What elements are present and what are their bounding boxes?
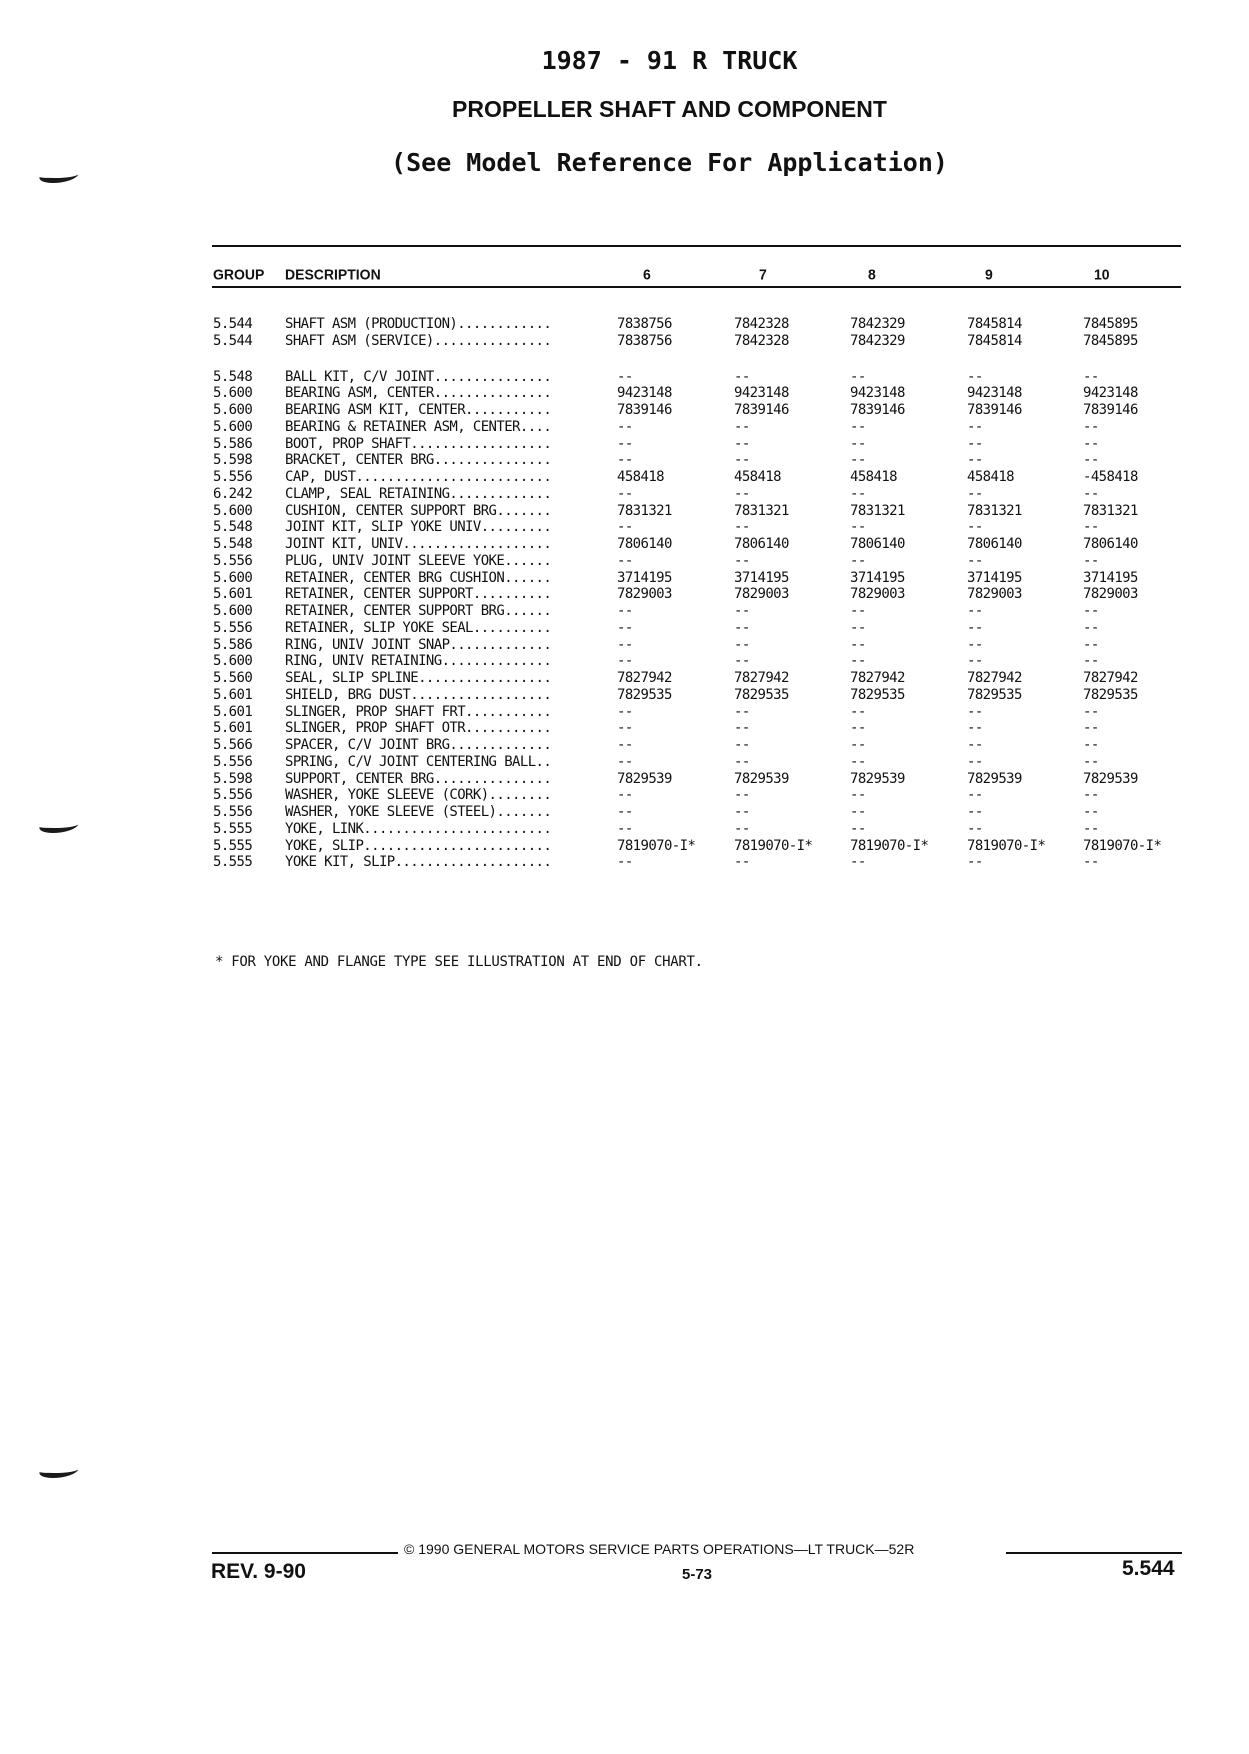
cell-c7: 3714195 (734, 569, 789, 586)
cell-group: 6.242 (213, 485, 253, 502)
header-col-6: 6 (643, 265, 651, 283)
cell-c8: -- (850, 737, 866, 753)
cell-group: 5.600 (213, 418, 253, 435)
cell-c8: -- (850, 435, 866, 452)
table-row (213, 402, 1183, 419)
table-row (213, 486, 1183, 503)
table-row (213, 469, 1183, 486)
table-row (213, 419, 1183, 436)
cell-c6: -- (617, 485, 633, 502)
table-row (213, 603, 1183, 620)
table-row (213, 804, 1183, 821)
cell-group: 5.600 (213, 502, 253, 519)
cell-c7: -- (734, 435, 750, 452)
cell-c6: 7819070-I* (617, 837, 696, 854)
cell-c7: -- (734, 737, 750, 753)
cell-c6: -- (617, 368, 633, 385)
table-row (213, 637, 1183, 654)
cell-c9: 7829535 (967, 686, 1022, 703)
cell-c10: -- (1083, 435, 1099, 452)
binder-hole-mark-middle (37, 818, 80, 833)
cell-group: 5.544 (213, 332, 253, 349)
cell-description: CAP, DUST......................... (285, 469, 552, 485)
table-row (213, 553, 1183, 570)
table-row (213, 787, 1183, 804)
cell-description: BEARING ASM, CENTER............... (285, 385, 552, 402)
cell-description: YOKE, SLIP........................ (285, 837, 552, 854)
cell-c10: 3714195 (1083, 569, 1138, 586)
cell-c7: -- (734, 787, 750, 804)
cell-c7: 458418 (734, 469, 781, 485)
cell-c9: 7829539 (967, 770, 1022, 787)
cell-c9: 7819070-I* (967, 837, 1046, 854)
cell-description: SHAFT ASM (SERVICE)............... (285, 332, 552, 349)
cell-c9: 7839146 (967, 402, 1022, 418)
table-row (213, 653, 1183, 670)
cell-c8: -- (850, 753, 866, 770)
cell-c9: 9423148 (967, 385, 1022, 402)
cell-c7: -- (734, 703, 750, 720)
cell-c10: -- (1083, 452, 1099, 469)
cell-c7: 7842328 (734, 316, 789, 332)
cell-description: BRACKET, CENTER BRG............... (285, 452, 552, 469)
cell-c9: 7806140 (967, 536, 1022, 552)
cell-c6: 458418 (617, 469, 664, 485)
cell-description: WASHER, YOKE SLEEVE (STEEL)....... (285, 804, 552, 820)
cell-c8: -- (850, 552, 866, 569)
cell-description: CUSHION, CENTER SUPPORT BRG....... (285, 502, 552, 519)
cell-c6: -- (617, 636, 633, 653)
cell-c6: 7806140 (617, 536, 672, 552)
cell-c8: 9423148 (850, 385, 905, 402)
cell-c7: -- (734, 368, 750, 385)
cell-c7: -- (734, 820, 750, 837)
cell-description: BALL KIT, C/V JOINT............... (285, 368, 552, 385)
cell-c9: 7831321 (967, 502, 1022, 519)
cell-c10: -- (1083, 753, 1099, 770)
cell-c8: -- (850, 452, 866, 469)
cell-description: RING, UNIV RETAINING.............. (285, 653, 552, 670)
cell-c7: 7829003 (734, 586, 789, 603)
cell-c7: 7842328 (734, 332, 789, 349)
cell-description: SLINGER, PROP SHAFT OTR........... (285, 720, 552, 737)
cell-description: SEAL, SLIP SPLINE................. (285, 670, 552, 686)
header-col-8: 8 (868, 265, 876, 283)
cell-group: 5.600 (213, 385, 253, 402)
cell-c6: -- (617, 653, 633, 670)
cell-c8: -- (850, 653, 866, 670)
footnote: * FOR YOKE AND FLANGE TYPE SEE ILLUSTRATION AT END OF CHART. (215, 954, 703, 970)
cell-c7: -- (734, 720, 750, 737)
cell-c7: -- (734, 653, 750, 670)
table-row (213, 385, 1183, 402)
cell-c7: 7829539 (734, 770, 789, 787)
cell-c6: 9423148 (617, 385, 672, 402)
table-row (213, 369, 1183, 386)
table-row (213, 821, 1183, 838)
cell-c10: -- (1083, 820, 1099, 837)
cell-description: SHIELD, BRG DUST.................. (285, 686, 552, 703)
cell-group: 5.548 (213, 519, 253, 536)
cell-group: 5.586 (213, 435, 253, 452)
cell-c10: 9423148 (1083, 385, 1138, 402)
cell-group: 5.598 (213, 452, 253, 469)
cell-c8: -- (850, 703, 866, 720)
table-row (213, 536, 1183, 553)
cell-group: 5.601 (213, 703, 253, 720)
cell-group: 5.600 (213, 603, 253, 619)
page-number: 5-73 (682, 1566, 713, 1583)
cell-c6: 7827942 (617, 670, 672, 686)
cell-c9: -- (967, 820, 983, 837)
cell-c6: -- (617, 854, 633, 871)
cell-c8: 7831321 (850, 502, 905, 519)
cell-c10: -458418 (1083, 469, 1138, 485)
cell-c10: -- (1083, 519, 1099, 536)
cell-c6: 7838756 (617, 316, 672, 332)
cell-c9: -- (967, 452, 983, 469)
table-row (213, 854, 1183, 871)
cell-c10: 7819070-I* (1083, 837, 1162, 854)
cell-c8: 7806140 (850, 536, 905, 552)
cell-c6: -- (617, 787, 633, 804)
cell-group: 5.600 (213, 402, 253, 418)
cell-c8: -- (850, 418, 866, 435)
table-header-rule (212, 286, 1181, 288)
cell-c9: -- (967, 485, 983, 502)
table-row (213, 754, 1183, 771)
cell-c6: -- (617, 435, 633, 452)
cell-group: 5.560 (213, 670, 253, 686)
cell-group: 5.601 (213, 686, 253, 703)
header-col-9: 9 (985, 265, 993, 283)
table-row (213, 503, 1183, 520)
cell-description: SPACER, C/V JOINT BRG............. (285, 737, 552, 753)
cell-c6: -- (617, 753, 633, 770)
table-row (213, 737, 1183, 754)
cell-description: RING, UNIV JOINT SNAP............. (285, 636, 552, 653)
header-col-10: 10 (1094, 265, 1110, 283)
cell-description: RETAINER, SLIP YOKE SEAL.......... (285, 619, 552, 636)
cell-c10: -- (1083, 485, 1099, 502)
section-number: 5.544 (1122, 1557, 1175, 1580)
cell-c8: 7829003 (850, 586, 905, 603)
cell-c8: 7829539 (850, 770, 905, 787)
table-row (213, 771, 1183, 788)
footer-rule-right (1006, 1552, 1182, 1554)
cell-c7: -- (734, 418, 750, 435)
cell-c8: -- (850, 720, 866, 737)
cell-c6: -- (617, 619, 633, 636)
header-group: GROUP (213, 265, 265, 283)
cell-group: 5.548 (213, 368, 253, 385)
cell-description: RETAINER, CENTER SUPPORT BRG...... (285, 603, 552, 619)
cell-description: SHAFT ASM (PRODUCTION)............ (285, 316, 552, 332)
cell-c9: -- (967, 368, 983, 385)
cell-c7: -- (734, 854, 750, 871)
cell-c10: 7829535 (1083, 686, 1138, 703)
cell-c9: 7827942 (967, 670, 1022, 686)
cell-c7: -- (734, 804, 750, 820)
cell-group: 5.601 (213, 720, 253, 737)
cell-c10: 7829003 (1083, 586, 1138, 603)
cell-c6: -- (617, 418, 633, 435)
cell-c9: -- (967, 720, 983, 737)
binder-hole-mark-bottom (37, 1463, 80, 1478)
table-row (213, 704, 1183, 721)
cell-description: SUPPORT, CENTER BRG............... (285, 770, 552, 787)
cell-c8: 7842329 (850, 316, 905, 332)
cell-c8: -- (850, 820, 866, 837)
cell-description: BOOT, PROP SHAFT.................. (285, 435, 552, 452)
table-row (213, 333, 1183, 350)
cell-c7: -- (734, 552, 750, 569)
cell-group: 5.600 (213, 653, 253, 670)
cell-group: 5.556 (213, 804, 253, 820)
cell-c8: 458418 (850, 469, 897, 485)
title-section: PROPELLER SHAFT AND COMPONENT (452, 96, 887, 122)
cell-c6: 7829003 (617, 586, 672, 603)
cell-c10: -- (1083, 720, 1099, 737)
cell-c6: 7838756 (617, 332, 672, 349)
cell-c7: -- (734, 619, 750, 636)
cell-group: 5.556 (213, 469, 253, 485)
cell-c6: -- (617, 452, 633, 469)
row-gap (213, 350, 1183, 369)
cell-c6: -- (617, 820, 633, 837)
title-reference-note: (See Model Reference For Application) (391, 148, 948, 177)
cell-c6: 7829539 (617, 770, 672, 787)
cell-group: 5.556 (213, 552, 253, 569)
cell-c10: -- (1083, 636, 1099, 653)
cell-group: 5.586 (213, 636, 253, 653)
cell-group: 5.601 (213, 586, 253, 603)
cell-c8: 7829535 (850, 686, 905, 703)
cell-c10: -- (1083, 737, 1099, 753)
cell-c8: -- (850, 804, 866, 820)
cell-c8: -- (850, 485, 866, 502)
cell-c7: -- (734, 753, 750, 770)
cell-c10: -- (1083, 854, 1099, 871)
table-row (213, 519, 1183, 536)
cell-description: PLUG, UNIV JOINT SLEEVE YOKE...... (285, 552, 552, 569)
cell-c9: -- (967, 804, 983, 820)
cell-c7: -- (734, 452, 750, 469)
cell-c9: -- (967, 418, 983, 435)
cell-c9: -- (967, 854, 983, 871)
cell-c6: -- (617, 552, 633, 569)
cell-c8: -- (850, 636, 866, 653)
cell-c8: -- (850, 519, 866, 536)
cell-c10: -- (1083, 619, 1099, 636)
cell-c9: -- (967, 552, 983, 569)
table-row (213, 570, 1183, 587)
cell-c8: 7819070-I* (850, 837, 929, 854)
cell-group: 5.600 (213, 569, 253, 586)
cell-c9: -- (967, 435, 983, 452)
cell-c6: 3714195 (617, 569, 672, 586)
header-col-7: 7 (759, 265, 767, 283)
header-description: DESCRIPTION (285, 265, 381, 283)
cell-description: BEARING & RETAINER ASM, CENTER.... (285, 418, 552, 435)
cell-c7: -- (734, 636, 750, 653)
table-row (213, 452, 1183, 469)
cell-description: YOKE, LINK........................ (285, 820, 552, 837)
cell-c6: -- (617, 603, 633, 619)
cell-c9: 7845814 (967, 332, 1022, 349)
cell-c9: -- (967, 636, 983, 653)
cell-group: 5.555 (213, 854, 253, 871)
cell-c8: -- (850, 787, 866, 804)
cell-c9: -- (967, 703, 983, 720)
cell-c10: -- (1083, 418, 1099, 435)
cell-c7: -- (734, 485, 750, 502)
cell-c6: -- (617, 519, 633, 536)
cell-c10: 7845895 (1083, 316, 1138, 332)
table-row (213, 436, 1183, 453)
table-top-rule (212, 245, 1181, 247)
cell-c10: -- (1083, 603, 1099, 619)
cell-c6: -- (617, 720, 633, 737)
cell-c10: -- (1083, 552, 1099, 569)
cell-group: 5.555 (213, 820, 253, 837)
cell-c10: -- (1083, 368, 1099, 385)
cell-group: 5.555 (213, 837, 253, 854)
cell-description: JOINT KIT, SLIP YOKE UNIV......... (285, 519, 552, 536)
cell-description: WASHER, YOKE SLEEVE (CORK)........ (285, 787, 552, 804)
cell-c6: -- (617, 703, 633, 720)
table-row (213, 586, 1183, 603)
table-row (213, 687, 1183, 704)
cell-c9: -- (967, 737, 983, 753)
table-row (213, 838, 1183, 855)
cell-c9: 7829003 (967, 586, 1022, 603)
cell-description: YOKE KIT, SLIP.................... (285, 854, 552, 871)
cell-c9: -- (967, 619, 983, 636)
cell-c7: 7827942 (734, 670, 789, 686)
cell-description: RETAINER, CENTER BRG CUSHION...... (285, 569, 552, 586)
cell-c6: -- (617, 804, 633, 820)
cell-group: 5.544 (213, 316, 253, 332)
cell-c10: 7806140 (1083, 536, 1138, 552)
cell-c6: -- (617, 737, 633, 753)
cell-c6: 7831321 (617, 502, 672, 519)
cell-c9: 458418 (967, 469, 1014, 485)
cell-c10: -- (1083, 804, 1099, 820)
cell-description: SPRING, C/V JOINT CENTERING BALL.. (285, 753, 552, 770)
cell-c9: -- (967, 603, 983, 619)
cell-c10: -- (1083, 653, 1099, 670)
cell-group: 5.598 (213, 770, 253, 787)
footer-rule-left (212, 1552, 398, 1554)
cell-c6: 7829535 (617, 686, 672, 703)
cell-group: 5.548 (213, 536, 253, 552)
cell-description: CLAMP, SEAL RETAINING............. (285, 485, 552, 502)
cell-description: JOINT KIT, UNIV................... (285, 536, 552, 552)
cell-c8: 3714195 (850, 569, 905, 586)
table-row (213, 670, 1183, 687)
table-row (213, 720, 1183, 737)
cell-c7: 9423148 (734, 385, 789, 402)
cell-c7: 7829535 (734, 686, 789, 703)
cell-c9: -- (967, 519, 983, 536)
cell-c9: 3714195 (967, 569, 1022, 586)
cell-c10: 7831321 (1083, 502, 1138, 519)
cell-c8: -- (850, 368, 866, 385)
cell-c8: -- (850, 619, 866, 636)
cell-c7: 7831321 (734, 502, 789, 519)
cell-c9: 7845814 (967, 316, 1022, 332)
cell-c10: -- (1083, 787, 1099, 804)
cell-c8: -- (850, 854, 866, 871)
cell-c9: -- (967, 753, 983, 770)
cell-c7: 7839146 (734, 402, 789, 418)
cell-group: 5.566 (213, 737, 253, 753)
cell-c10: 7827942 (1083, 670, 1138, 686)
cell-c6: 7839146 (617, 402, 672, 418)
cell-c7: -- (734, 519, 750, 536)
cell-c10: 7845895 (1083, 332, 1138, 349)
copyright-line: © 1990 GENERAL MOTORS SERVICE PARTS OPERATIONS—LT TRUCK—52R (404, 1541, 915, 1557)
cell-c10: 7829539 (1083, 770, 1138, 787)
cell-c10: 7839146 (1083, 402, 1138, 418)
cell-c7: 7819070-I* (734, 837, 813, 854)
cell-c8: 7839146 (850, 402, 905, 418)
revision-label: REV. 9-90 (211, 1560, 306, 1583)
cell-group: 5.556 (213, 753, 253, 770)
cell-c7: 7806140 (734, 536, 789, 552)
cell-c8: 7827942 (850, 670, 905, 686)
cell-description: SLINGER, PROP SHAFT FRT........... (285, 703, 552, 720)
cell-c9: -- (967, 653, 983, 670)
cell-description: BEARING ASM KIT, CENTER........... (285, 402, 552, 418)
parts-table-body (213, 316, 1183, 871)
cell-c7: -- (734, 603, 750, 619)
table-row (213, 316, 1183, 333)
cell-group: 5.556 (213, 787, 253, 804)
cell-description: RETAINER, CENTER SUPPORT.......... (285, 586, 552, 603)
cell-c8: -- (850, 603, 866, 619)
cell-group: 5.556 (213, 619, 253, 636)
cell-c10: -- (1083, 703, 1099, 720)
table-row (213, 620, 1183, 637)
title-vehicle: 1987 - 91 R TRUCK (541, 46, 798, 75)
cell-c9: -- (967, 787, 983, 804)
cell-c8: 7842329 (850, 332, 905, 349)
